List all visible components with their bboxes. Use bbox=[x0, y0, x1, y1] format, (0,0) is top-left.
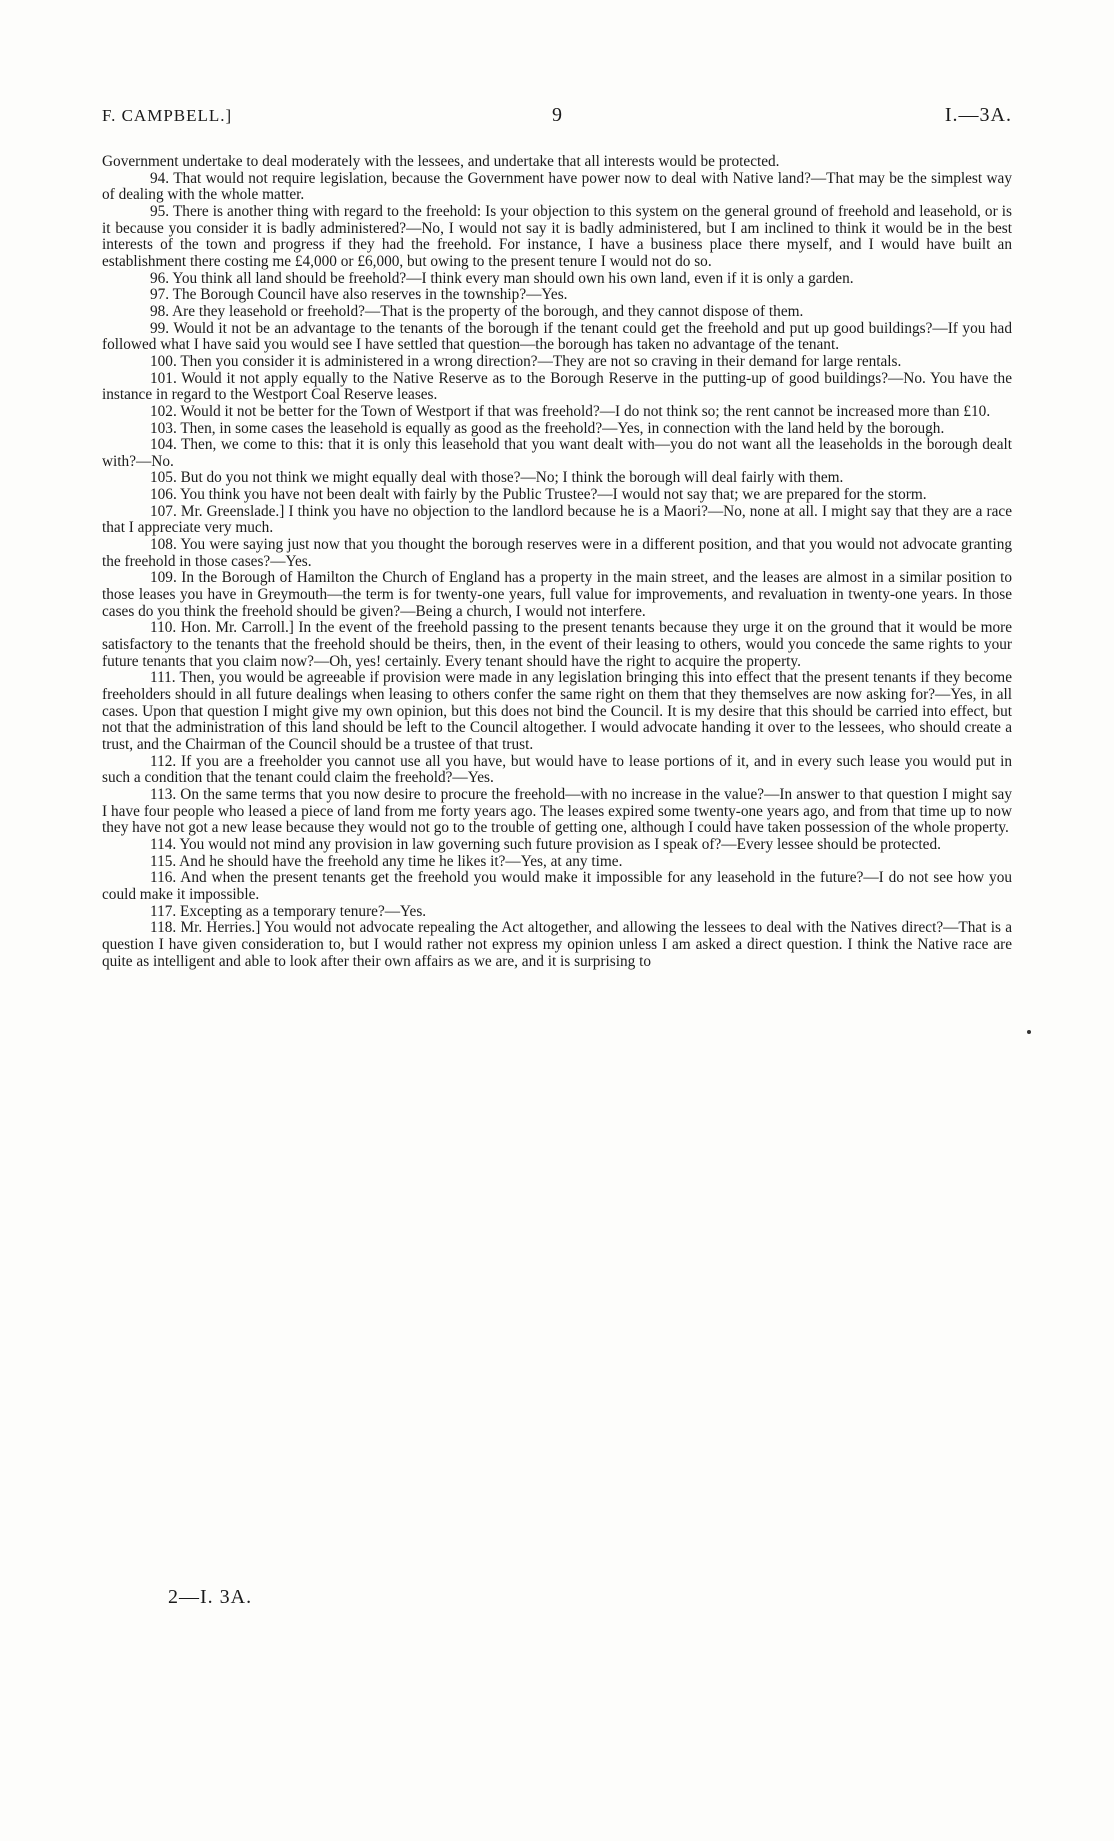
header-witness-name: F. CAMPBELL.] bbox=[102, 106, 233, 125]
question-answer-paragraph: 116. And when the present tenants get the freehold you would make it impossible for any leasehold in the future?—I do not see how you could make it impossible. bbox=[102, 869, 1012, 903]
question-answer-paragraph: 95. There is another thing with regard to the freehold: Is your objection to this system on the general ground of freehold and leasehold, or is it because you consider it is badly administered?—No, I would not say it is badly administered, but I am inclined to think it would be in the best interests of the town and progress if they had the freehold. For instance, I have a business place there myself, and I would have built an establishment there costing me £4,000 or £6,000, but owing to the present tenure I would not do so. bbox=[102, 202, 1012, 270]
question-answer-paragraph: 107. Mr. Greenslade.] I think you have no objection to the landlord because he is a Maori?—No, none at all. I might say that they are a race that I appreciate very much. bbox=[102, 502, 1012, 537]
question-answer-paragraph: 117. Excepting as a temporary tenure?—Yes. bbox=[150, 902, 427, 920]
question-answer-paragraph: 110. Hon. Mr. Carroll.] In the event of the freehold passing to the present tenants because they urge it on the ground that it would be more satisfactory to the tenants that the freehold should be theirs, then, in the event of their leasing to others, would you concede the same rights to your future tenants that you claim now?—Oh, yes! certainly. Every tenant should have the right to acquire the property. bbox=[102, 619, 1012, 670]
question-answer-paragraph: 109. In the Borough of Hamilton the Church of England has a property in the main street, and the leases are almost in a similar position to those leases you have in Greymouth—the term is for twenty-one years, full value for improvements, and revaluation in twenty-one years. In those cases do you think the freehold should be given?—Being a church, I would not interfere. bbox=[102, 569, 1012, 620]
question-answer-paragraph: 100. Then you consider it is administered in a wrong direction?—They are not so craving in their demand for large rentals. bbox=[150, 352, 902, 370]
page-header bbox=[102, 104, 1012, 130]
question-answer-paragraph: 104. Then, we come to this: that it is only this leasehold that you want dealt with—you do not want all the leaseholds in the borough dealt with?—No. bbox=[102, 436, 1012, 470]
continued-paragraph: Government undertake to deal moderately with the lessees, and undertake that all interests would be protected. bbox=[102, 153, 780, 170]
question-answer-paragraph: 101. Would it not apply equally to the Native Reserve as to the Borough Reserve in the putting-up of good buildings?—No. You have the instance in regard to the Westport Coal Reserve leases. bbox=[102, 369, 1012, 404]
signature-mark: 2—I. 3A. bbox=[168, 1586, 253, 1608]
question-answer-paragraph: 98. Are they leasehold or freehold?—That is the property of the borough, and they cannot dispose of them. bbox=[150, 302, 804, 320]
header-document-reference: I.—3A. bbox=[944, 104, 1012, 126]
question-answer-paragraph: 102. Would it not be better for the Town of Westport if that was freehold?—I do not think so; the rent cannot be increased more than £10. bbox=[150, 402, 991, 420]
margin-mark bbox=[1027, 1030, 1031, 1034]
question-answer-paragraph: 97. The Borough Council have also reserves in the township?—Yes. bbox=[150, 286, 568, 304]
question-answer-paragraph: 113. On the same terms that you now desire to procure the freehold—with no increase in the value?—In answer to that question I might say I have four people who leased a piece of land from me forty years ago. The leases expired some twenty-one years ago, and from that time up to now they have not got a new lease because they would not go to the trouble of getting one, although I could have taken possession of the whole property. bbox=[102, 785, 1012, 837]
question-answer-paragraph: 108. You were saying just now that you thought the borough reserves were in a different position, and that you would not advocate granting the freehold in those cases?—Yes. bbox=[102, 536, 1012, 570]
question-answer-paragraph: 106. You think you have not been dealt with fairly by the Public Trustee?—I would not say that; we are prepared for the storm. bbox=[150, 486, 927, 504]
question-answer-paragraph: 112. If you are a freeholder you cannot use all you have, but would have to lease portions of it, and in every such lease you would put in such a condition that the tenant could claim the freehold?—Yes. bbox=[102, 752, 1012, 787]
question-answer-paragraph: 115. And he should have the freehold any time he likes it?—Yes, at any time. bbox=[150, 852, 623, 870]
question-answer-paragraph: 103. Then, in some cases the leasehold is equally as good as the freehold?—Yes, in connection with the land held by the borough. bbox=[150, 419, 945, 437]
question-answer-paragraph: 99. Would it not be an advantage to the tenants of the borough if the tenant could get the freehold and put up good buildings?—If you had followed what I have said you would see I have settled that question—the borough has taken no advantage of the tenant. bbox=[102, 319, 1012, 354]
question-answer-paragraph: 111. Then, you would be agreeable if provision were made in any legislation bringing this into effect that the present tenants if they become freeholders should in all future dealings when leasing to others confer the same right on them that they themselves are now asking for?—Yes, in all cases. Upon that question I might give my own opinion, but this does not bind the Council. It is my desire that this should be carried into effect, but not that the administration of this land should be left to the Council altogether. I would advocate handing it over to the lessees, who should create a trust, and the Chairman of the Council should be a trustee of that trust. bbox=[102, 669, 1012, 753]
question-answer-paragraph: 118. Mr. Herries.] You would not advocate repealing the Act altogether, and allowing the lessees to deal with the Natives direct?—That is a question I have given consideration to, but I would rather not express my opinion unless I am asked a direct question. I think the Native race are quite as intelligent and able to look after their own affairs as we are, and it is surprising to bbox=[102, 919, 1012, 970]
question-answer-paragraph: 105. But do you not think we might equally deal with those?—No; I think the borough will deal fairly with them. bbox=[150, 469, 844, 487]
question-answer-paragraph: 96. You think all land should be freehold?—I think every man should own his own land, even if it is only a garden. bbox=[150, 269, 854, 287]
question-answer-paragraph: 94. That would not require legislation, because the Government have power now to deal with Native land?—That may be the simplest way of dealing with the whole matter. bbox=[102, 169, 1012, 204]
evidence-text bbox=[102, 154, 1012, 970]
header-page-number: 9 bbox=[552, 104, 562, 126]
question-answer-paragraph: 114. You would not mind any provision in law governing such future provision as I speak of?—Every lessee should be protected. bbox=[150, 835, 941, 853]
